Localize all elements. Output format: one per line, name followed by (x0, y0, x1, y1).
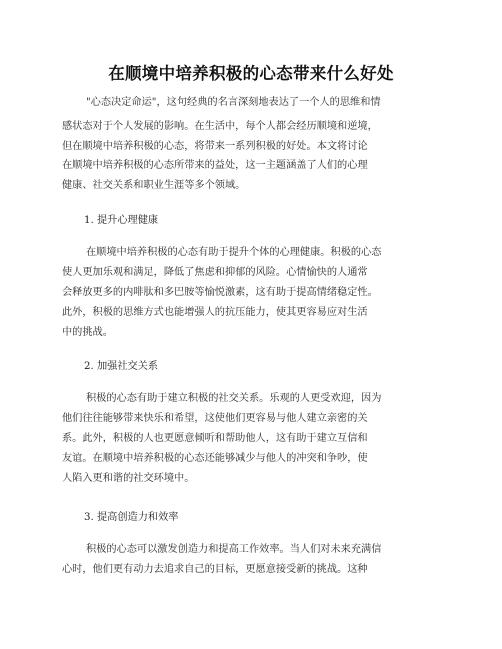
intro-line: 但在顺境中培养积极的心态，将带来一系列积极的好处。本文将讨论 (62, 141, 368, 152)
paragraph-line: 友谊。在顺境中培养积极的心态还能够减少与他人的冲突和争吵，使 (62, 453, 368, 464)
section-heading: 3. 提高创造力和效率 (84, 512, 179, 523)
paragraph-line: 系。此外，积极的人也更愿意倾听和帮助他人，这有助于建立互信和 (62, 433, 368, 444)
intro-line: "心态决定命运"，这句经典的名言深刻地表达了一个人的思维和情 (86, 97, 381, 108)
section-heading: 2. 加强社交关系 (84, 361, 159, 372)
paragraph-line: 人陷入更和谐的社交环境中。 (62, 473, 195, 484)
intro-line: 健康、社交关系和职业生涯等多个领域。 (62, 180, 246, 191)
paragraph-line: 他们往往能够带来快乐和希望，这使他们更容易与他人建立亲密的关 (62, 413, 368, 424)
paragraph-line: 中的挑战。 (62, 327, 113, 338)
paragraph-line: 会释放更多的内啡肽和多巴胺等愉悦激素，这有助于提高情绪稳定性。 (62, 287, 378, 298)
paragraph-line: 心时，他们更有动力去追求自己的目标，更愿意接受新的挑战。这种 (62, 564, 368, 575)
section-heading: 1. 提升心理健康 (84, 215, 159, 226)
paragraph-line: 积极的心态可以激发创造力和提高工作效率。当人们对未来充满信 (86, 544, 382, 555)
intro-line: 在顺境中培养积极的心态所带来的益处，这一主题涵盖了人们的心理 (62, 160, 368, 171)
paragraph-line: 此外，积极的思维方式也能增强人的抗压能力，使其更容易应对生活 (62, 307, 368, 318)
paragraph-line: 在顺境中培养积极的心态有助于提升个体的心理健康。积极的心态 (86, 247, 382, 258)
paragraph-line: 使人更加乐观和满足，降低了焦虑和抑郁的风险。心情愉快的人通常 (62, 267, 368, 278)
document-title: 在顺境中培养积极的心态带来什么好处 (108, 64, 394, 83)
paragraph-line: 积极的心态有助于建立积极的社交关系。乐观的人更受欢迎，因为 (86, 393, 382, 404)
intro-line: 感状态对于个人发展的影响。在生活中，每个人都会经历顺境和逆境， (62, 121, 378, 132)
